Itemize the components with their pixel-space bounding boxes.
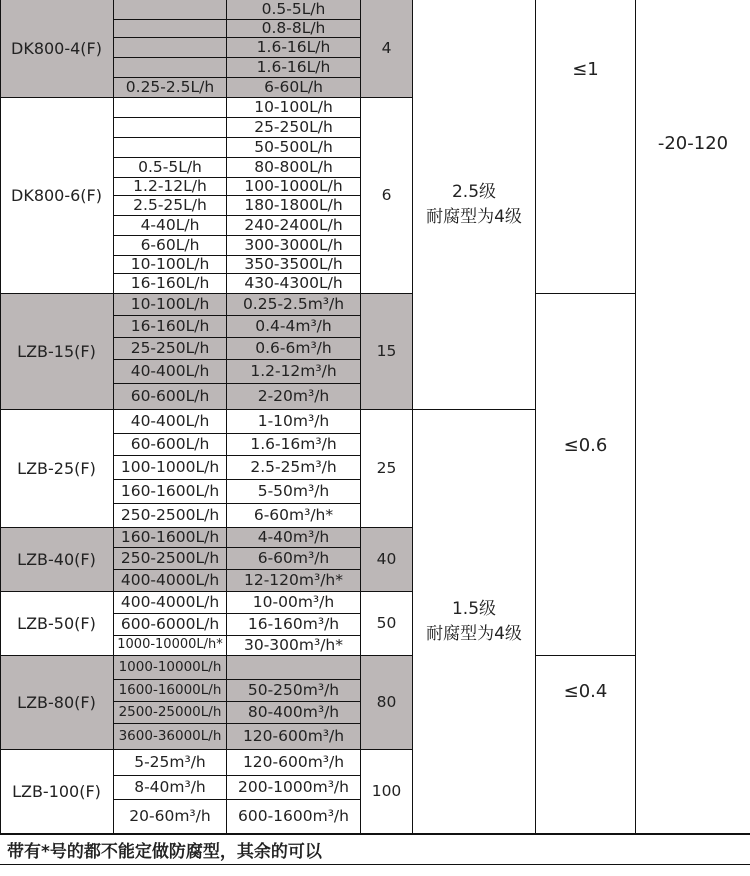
accuracy-class xyxy=(413,0,536,410)
liquid-range: 250-2500L/h xyxy=(114,504,227,528)
liquid-range xyxy=(114,118,227,138)
model-name: DK800-6(F) xyxy=(0,98,114,294)
gas-range: 50-250m³/h xyxy=(227,680,361,702)
liquid-range xyxy=(114,0,227,20)
nominal-diameter: 4 xyxy=(361,0,413,98)
gas-range: 240-2400L/h xyxy=(227,216,361,236)
liquid-range: 3600-36000L/h xyxy=(114,724,227,750)
gas-range: 30-300m³/h* xyxy=(227,636,361,656)
gas-range: 25-250L/h xyxy=(227,118,361,138)
liquid-range: 2.5-25L/h xyxy=(114,196,227,216)
model-name: LZB-40(F) xyxy=(0,528,114,592)
model-name: LZB-50(F) xyxy=(0,592,114,656)
gas-range: 120-600m³/h xyxy=(227,724,361,750)
liquid-range xyxy=(114,98,227,118)
gas-range: 1.6-16m³/h xyxy=(227,434,361,456)
model-name: LZB-100(F) xyxy=(0,750,114,834)
gas-range: 80-400m³/h xyxy=(227,702,361,724)
accuracy-note: 耐腐型为4级 xyxy=(426,623,522,644)
liquid-range: 2500-25000L/h xyxy=(114,702,227,724)
gas-range: 2.5-25m³/h xyxy=(227,456,361,480)
gas-range: 100-1000L/h xyxy=(227,178,361,196)
pressure-value: ≤0.6 xyxy=(536,294,636,656)
liquid-range: 4-40L/h xyxy=(114,216,227,236)
nominal-diameter: 6 xyxy=(361,98,413,294)
gas-range: 6-60L/h xyxy=(227,78,361,98)
gas-range: 430-4300L/h xyxy=(227,274,361,294)
liquid-range: 250-2500L/h xyxy=(114,548,227,570)
model-name: LZB-15(F) xyxy=(0,294,114,410)
liquid-range: 1600-16000L/h xyxy=(114,680,227,702)
liquid-range: 16-160L/h xyxy=(114,316,227,338)
liquid-range: 8-40m³/h xyxy=(114,776,227,800)
liquid-range: 100-1000L/h xyxy=(114,456,227,480)
accuracy-note: 耐腐型为4级 xyxy=(426,206,522,227)
liquid-range: 6-60L/h xyxy=(114,236,227,256)
gas-range: 4-40m³/h xyxy=(227,528,361,548)
table-border xyxy=(0,0,1,834)
liquid-range: 600-6000L/h xyxy=(114,614,227,636)
gas-range: 0.5-5L/h xyxy=(227,0,361,20)
liquid-range: 0.5-5L/h xyxy=(114,158,227,178)
gas-range: 2-20m³/h xyxy=(227,384,361,410)
gas-range: 0.25-2.5m³/h xyxy=(227,294,361,316)
pressure-value: ≤1 xyxy=(536,0,636,294)
model-name: LZB-25(F) xyxy=(0,410,114,528)
liquid-range: 40-400L/h xyxy=(114,410,227,434)
liquid-range: 60-600L/h xyxy=(114,384,227,410)
liquid-range: 10-100L/h xyxy=(114,256,227,274)
gas-range: 12-120m³/h* xyxy=(227,570,361,592)
liquid-range: 60-600L/h xyxy=(114,434,227,456)
gas-range: 6-60m³/h xyxy=(227,548,361,570)
liquid-range: 10-100L/h xyxy=(114,294,227,316)
gas-range: 10-00m³/h xyxy=(227,592,361,614)
gas-range: 200-1000m³/h xyxy=(227,776,361,800)
model-name: DK800-4(F) xyxy=(0,0,114,98)
liquid-range xyxy=(114,58,227,78)
gas-range: 350-3500L/h xyxy=(227,256,361,274)
accuracy-grade: 1.5级 xyxy=(451,598,497,619)
liquid-range: 40-400L/h xyxy=(114,360,227,384)
gas-range: 16-160m³/h xyxy=(227,614,361,636)
footnote: 带有*号的都不能定做防腐型，其余的可以 xyxy=(0,834,750,865)
nominal-diameter: 80 xyxy=(361,656,413,750)
liquid-range: 1000-10000L/h* xyxy=(114,636,227,656)
gas-range: 10-100L/h xyxy=(227,98,361,118)
liquid-range: 400-4000L/h xyxy=(114,570,227,592)
accuracy-class xyxy=(413,410,536,834)
nominal-diameter: 50 xyxy=(361,592,413,656)
gas-range: 6-60m³/h* xyxy=(227,504,361,528)
gas-range: 0.6-6m³/h xyxy=(227,338,361,360)
gas-range: 80-800L/h xyxy=(227,158,361,178)
pressure-value: ≤0.4 xyxy=(536,656,636,834)
gas-range: 1.2-12m³/h xyxy=(227,360,361,384)
nominal-diameter: 15 xyxy=(361,294,413,410)
nominal-diameter: 40 xyxy=(361,528,413,592)
gas-range: 5-50m³/h xyxy=(227,480,361,504)
gas-range xyxy=(227,656,361,680)
liquid-range: 5-25m³/h xyxy=(114,750,227,776)
gas-range: 1-10m³/h xyxy=(227,410,361,434)
gas-range: 1.6-16L/h xyxy=(227,58,361,78)
model-name: LZB-80(F) xyxy=(0,656,114,750)
liquid-range: 25-250L/h xyxy=(114,338,227,360)
liquid-range: 160-1600L/h xyxy=(114,480,227,504)
nominal-diameter: 100 xyxy=(361,750,413,834)
accuracy-grade: 2.5级 xyxy=(451,181,497,202)
liquid-range xyxy=(114,138,227,158)
liquid-range: 1.2-12L/h xyxy=(114,178,227,196)
liquid-range: 1000-10000L/h xyxy=(114,656,227,680)
liquid-range: 20-60m³/h xyxy=(114,800,227,834)
gas-range: 1.6-16L/h xyxy=(227,38,361,58)
liquid-range: 0.25-2.5L/h xyxy=(114,78,227,98)
liquid-range: 400-4000L/h xyxy=(114,592,227,614)
liquid-range xyxy=(114,38,227,58)
gas-range: 300-3000L/h xyxy=(227,236,361,256)
liquid-range xyxy=(114,20,227,38)
gas-range: 0.4-4m³/h xyxy=(227,316,361,338)
gas-range: 0.8-8L/h xyxy=(227,20,361,38)
gas-range: 600-1600m³/h xyxy=(227,800,361,834)
liquid-range: 16-160L/h xyxy=(114,274,227,294)
gas-range: 120-600m³/h xyxy=(227,750,361,776)
gas-range: 180-1800L/h xyxy=(227,196,361,216)
nominal-diameter: 25 xyxy=(361,410,413,528)
temperature-range: -20-120 xyxy=(636,0,750,834)
gas-range: 50-500L/h xyxy=(227,138,361,158)
liquid-range: 160-1600L/h xyxy=(114,528,227,548)
